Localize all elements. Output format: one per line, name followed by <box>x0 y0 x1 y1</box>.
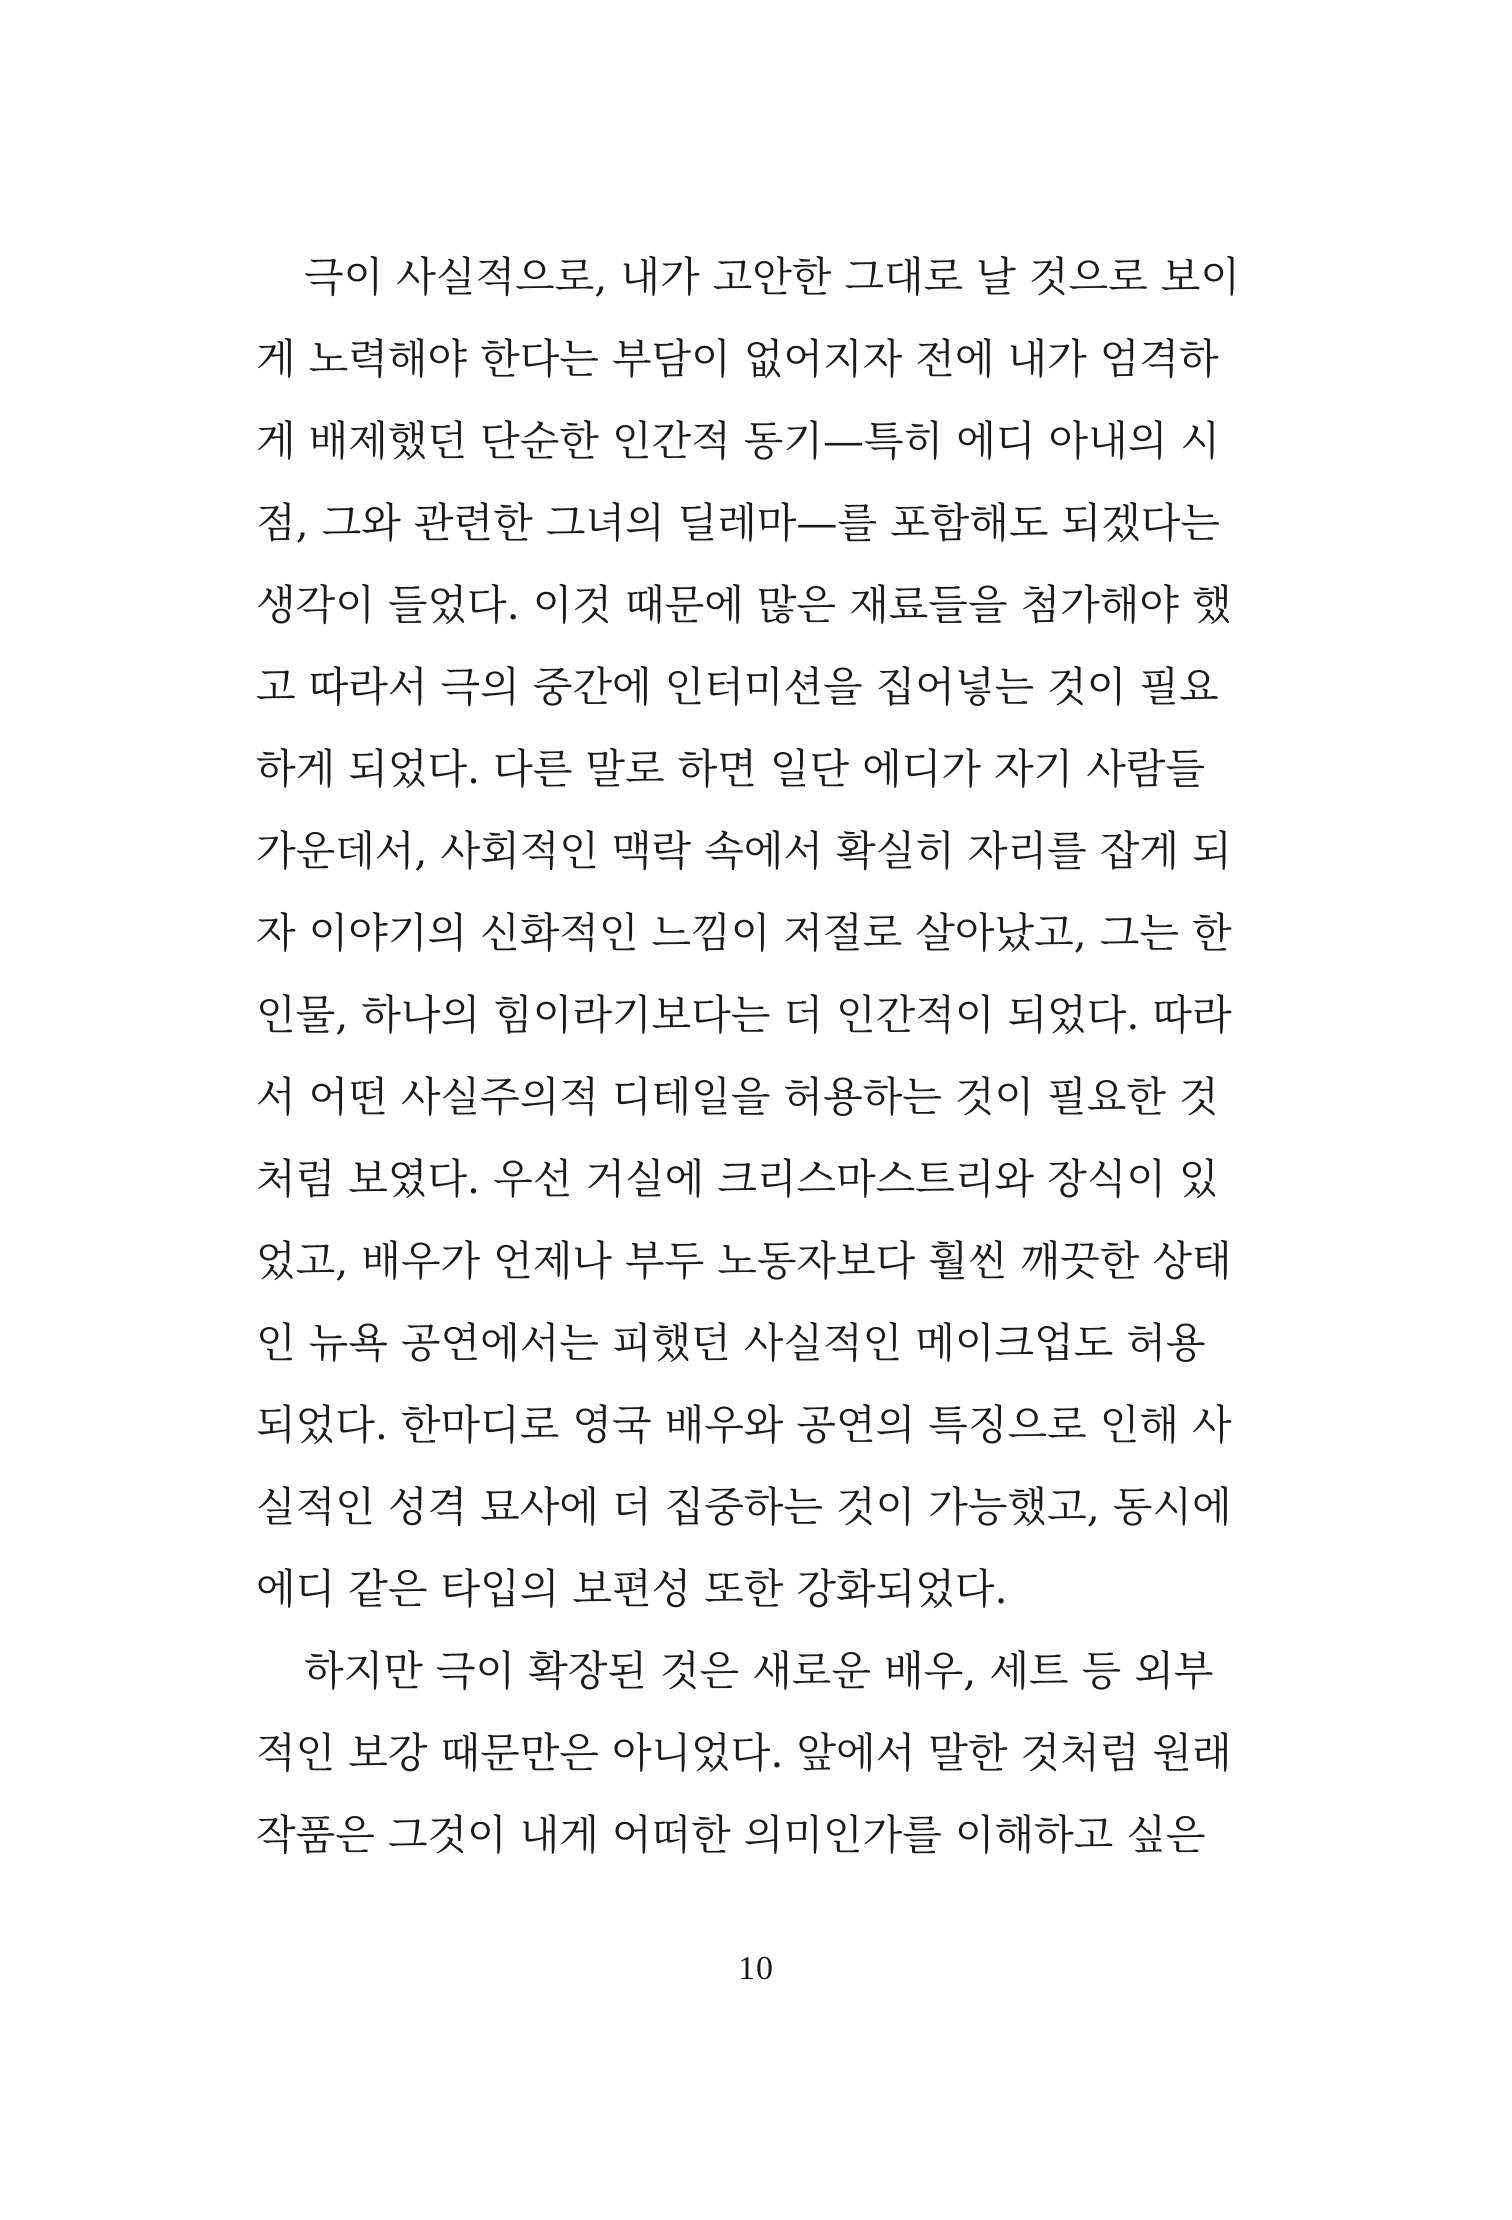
text-line: 었고, 배우가 언제나 부두 노동자보다 훨씬 깨끗한 상태 <box>256 1237 1232 1285</box>
text-line: 적인 보강 때문만은 아니었다. 앞에서 말한 것처럼 원래 <box>256 1729 1232 1777</box>
text-line: 게 배제했던 단순한 인간적 동기—특히 에디 아내의 시 <box>256 417 1220 465</box>
text-line: 서 어떤 사실주의적 디테일을 허용하는 것이 필요한 것 <box>256 1073 1219 1121</box>
text-line: 처럼 보였다. 우선 거실에 크리스마스트리와 장식이 있 <box>256 1155 1219 1203</box>
text-line: 가운데서, 사회적인 맥락 속에서 확실히 자리를 잡게 되 <box>256 827 1232 875</box>
text-line: 인 뉴욕 공연에서는 피했던 사실적인 메이크업도 허용 <box>256 1319 1206 1367</box>
text-line: 점, 그와 관련한 그녀의 딜레마—를 포함해도 되겠다는 <box>256 499 1220 547</box>
text-line: 작품은 그것이 내게 어떠한 의미인가를 이해하고 싶은 <box>256 1811 1206 1859</box>
text-line: 게 노력해야 한다는 부담이 없어지자 전에 내가 엄격하 <box>256 335 1219 383</box>
text-line: 인물, 하나의 힘이라기보다는 더 인간적이 되었다. 따라 <box>256 991 1232 1039</box>
text-line: 극이 사실적으로, 내가 고안한 그대로 날 것으로 보이 <box>304 253 1240 301</box>
text-line: 실적인 성격 묘사에 더 집중하는 것이 가능했고, 동시에 <box>256 1483 1232 1531</box>
body-text <box>256 236 1240 1876</box>
text-line: 되었다. 한마디로 영국 배우와 공연의 특징으로 인해 사 <box>256 1401 1232 1449</box>
text-line: 고 따라서 극의 중간에 인터미션을 집어넣는 것이 필요 <box>256 663 1219 711</box>
text-line: 하지만 극이 확장된 것은 새로운 배우, 세트 등 외부 <box>304 1647 1214 1695</box>
paragraph-1 <box>256 236 1240 1630</box>
text-line: 자 이야기의 신화적인 느낌이 저절로 살아났고, 그는 한 <box>256 909 1232 957</box>
text-line: 에디 같은 타입의 보편성 또한 강화되었다. <box>256 1565 1008 1613</box>
text-line: 생각이 들었다. 이것 때문에 많은 재료들을 첨가해야 했 <box>256 581 1232 629</box>
page-number: 10 <box>738 1950 774 1987</box>
paragraph-2 <box>256 1630 1232 1876</box>
text-line: 하게 되었다. 다른 말로 하면 일단 에디가 자기 사람들 <box>256 745 1206 793</box>
